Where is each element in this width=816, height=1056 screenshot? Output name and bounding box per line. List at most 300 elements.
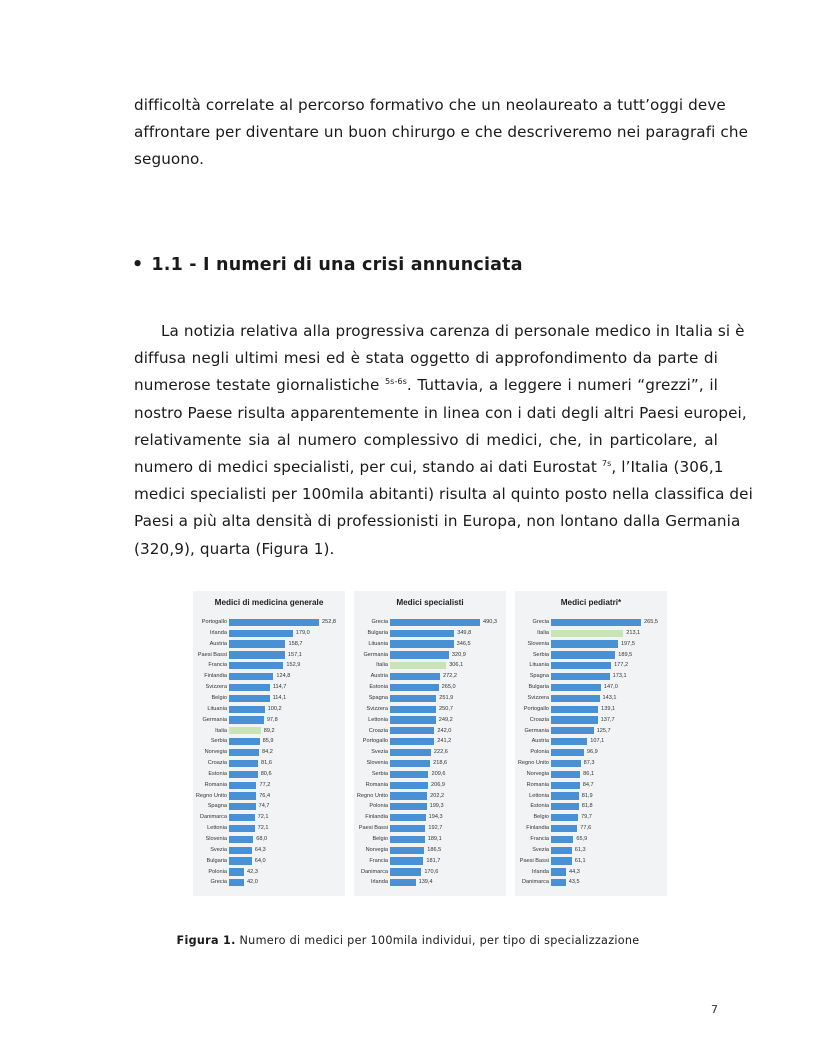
bar [551,771,580,778]
value-label: 81,6 [261,760,272,767]
body-line: diffusa negli ultimi mesi ed è stata oggetto di approfondimento da parte di [134,349,718,368]
bar [229,771,258,778]
value-label: 80,6 [260,770,272,777]
category-label: Bulgaria [367,629,388,636]
value-label: 84,2 [261,749,273,756]
text-run: numerose testate giornalistiche [134,376,385,395]
value-label: 42,3 [247,868,258,875]
bar [390,630,454,637]
chart-row [515,801,667,812]
category-label: Spagna [207,803,227,810]
bar [551,727,594,734]
bar [390,847,424,854]
chart-title: Medici di medicina generale [214,598,324,607]
bar [229,684,270,691]
body-line: nostro Paese risulta apparentemente in linea con i dati degli altri Paesi europei, [134,403,747,422]
value-label: 202,2 [430,792,445,799]
category-label: Germania [363,651,388,658]
bar [551,662,611,669]
chart-row [515,617,667,628]
bar [551,803,579,810]
chart-title: Medici specialisti [396,598,464,607]
chart-row [193,715,345,726]
chart-row [515,812,667,823]
chart-row [515,726,667,737]
category-label: Estonia [208,770,227,777]
bar [229,727,261,734]
category-label: Regno Unito [356,792,388,799]
value-label: 124,8 [276,673,291,680]
value-label: 85,9 [262,738,274,745]
chart-row [193,823,345,834]
value-label: 137,7 [600,716,615,723]
category-label: Romania [365,781,388,788]
bar [390,857,423,864]
chart-row [193,682,345,693]
value-label: 177,2 [614,662,629,669]
category-label: Portogallo [201,619,227,625]
chart-row [354,823,506,834]
category-label: Grecia [371,619,388,625]
chart-panel [515,591,667,896]
category-label: Francia [369,857,388,864]
value-label: 72,1 [257,825,269,832]
category-label: Belgio [211,694,227,701]
value-label: 64,3 [254,846,266,853]
bar [551,857,572,864]
bar [551,640,618,647]
chart-row [354,704,506,715]
category-label: Polonia [208,868,227,875]
value-label: 490,3 [483,619,497,625]
value-label: 84,7 [582,781,594,788]
bar [390,706,436,713]
bar [390,651,449,658]
bar [551,619,641,626]
category-label: Croazia [529,716,549,723]
value-label: 157,1 [287,651,302,658]
category-label: Regno Unito [195,792,227,799]
category-label: Polonia [369,803,388,810]
value-label: 81,8 [581,803,593,810]
bar [229,695,270,702]
chart-row [354,726,506,737]
chart-row [515,769,667,780]
chart-row [354,747,506,758]
chart-row [354,639,506,650]
chart-row [354,758,506,769]
category-label: Serbia [532,651,549,658]
category-label: Italia [537,629,549,636]
body-line: Paesi a più alta densità di professionisti in Europa, non lontano dalla Germania [134,512,741,531]
category-label: Bulgaria [206,857,227,864]
category-label: Spagna [529,673,549,680]
category-label: Svizzera [366,705,388,712]
chart-row [354,801,506,812]
category-label: Francia [530,836,549,842]
category-label: Svezia [532,846,549,853]
chart-row [354,812,506,823]
body-paragraph [134,318,753,563]
chart-row [515,791,667,802]
value-label: 249,2 [438,716,453,723]
bar [229,760,258,767]
chart-row [515,650,667,661]
value-label: 86,1 [583,770,595,777]
category-label: Danimarca [199,814,227,821]
intro-line: difficoltà correlate al percorso formativo che un neolaureato a tutt’oggi deve [134,96,726,114]
chart-row [515,715,667,726]
bar [390,879,416,886]
value-label: 147,0 [603,684,618,691]
chart-row [354,867,506,878]
chart-row [193,628,345,639]
category-label: Paesi Bassi [519,857,549,864]
bar [551,782,580,789]
chart-row [515,736,667,747]
category-label: Italia [376,662,388,669]
bar [229,749,259,756]
bar [229,857,252,864]
category-label: Paesi Bassi [358,825,388,832]
category-label: Slovenia [205,836,227,842]
value-label: 143,1 [602,694,617,701]
chart-row [354,715,506,726]
chart-row [193,693,345,704]
bar [551,792,579,799]
body-line: (320,9), quarta (Figura 1). [134,539,335,558]
value-label: 173,1 [612,673,627,680]
category-label: Lituania [207,705,227,712]
bar [229,662,283,669]
value-label: 87,3 [583,760,595,767]
bar [390,803,427,810]
value-label: 189,5 [618,651,633,658]
chart-row [193,791,345,802]
value-label: 65,9 [576,836,588,842]
intro-line: seguono. [134,150,205,169]
bar [551,847,572,854]
category-label: Estonia [530,803,549,810]
category-label: Italia [215,727,227,734]
category-label: Regno Unito [517,760,549,767]
chart-row [193,780,345,791]
chart-row [515,660,667,671]
bar [551,706,598,713]
value-label: 72,1 [257,814,269,821]
value-label: 197,5 [620,640,635,647]
value-label: 44,3 [569,868,580,875]
bar [551,879,566,886]
chart-row [193,660,345,671]
value-label: 61,1 [574,857,586,864]
body-line: La notizia relativa alla progressiva carenza di personale medico in Italia si è [161,322,745,340]
bar [229,640,285,647]
bar [551,684,601,691]
category-label: Austria [370,673,388,680]
bar [551,673,610,680]
bar [390,749,431,756]
bar [390,792,427,799]
text-run: , l’Italia (306,1 [611,458,724,477]
chart-row [193,769,345,780]
body-line: relativamente sia al numero complessivo di medici, che, in particolare, al [134,430,718,449]
bar [390,738,434,745]
category-label: Lettonia [368,716,388,723]
chart-row [515,704,667,715]
bar [229,847,252,854]
bar [390,760,430,767]
bar [390,771,428,778]
chart-row [193,639,345,650]
chart-row [354,769,506,780]
chart-row [193,617,345,628]
chart-panel [193,591,345,896]
bar [229,803,256,810]
chart-title: Medici pediatri* [560,598,622,607]
category-label: Portogallo [523,705,549,712]
category-label: Belgio [533,814,549,821]
bar [390,684,439,691]
category-label: Germania [202,716,227,723]
category-label: Norvegia [365,846,388,853]
value-label: 139,1 [601,705,616,712]
chart-row [193,801,345,812]
chart-row [193,856,345,867]
category-label: Belgio [372,836,388,842]
chart-row [354,834,506,845]
bar [390,814,426,821]
value-label: 61,3 [574,846,586,853]
citation-ref: 5s-6s [384,377,407,387]
value-label: 194,3 [428,814,443,821]
value-label: 265,0 [441,684,456,691]
bar [551,738,587,745]
category-label: Paesi Bassi [197,651,227,658]
value-label: 77,2 [259,781,271,788]
category-label: Svezia [371,749,388,756]
bar [229,619,319,626]
value-label: 218,6 [433,760,448,767]
value-label: 64,0 [254,857,266,864]
category-label: Serbia [371,770,388,777]
value-label: 125,7 [596,727,611,734]
category-label: Croazia [368,727,388,734]
category-label: Spagna [368,694,388,701]
bar [229,630,293,637]
chart-row [193,726,345,737]
category-label: Francia [208,662,227,669]
category-label: Svezia [210,846,227,853]
value-label: 181,7 [426,857,441,864]
bar [551,825,577,832]
value-label: 81,9 [581,792,593,799]
value-label: 192,7 [428,825,443,832]
value-label: 114,1 [272,694,287,701]
chart-row [354,780,506,791]
category-label: Danimarca [521,879,549,886]
chart-row [193,867,345,878]
chart-row [515,834,667,845]
section-heading [132,255,523,275]
bar [229,814,255,821]
chart-row [193,845,345,856]
bar [229,825,255,832]
chart-row [515,856,667,867]
bar [551,695,600,702]
bar [551,814,578,821]
bar [390,619,480,626]
chart-row [515,747,667,758]
value-label: 206,9 [430,781,445,788]
chart-row [354,617,506,628]
chart-row [515,628,667,639]
category-label: Serbia [210,738,227,745]
intro-line: affrontare per diventare un buon chirurgo e che descriveremo nei paragrafi che [134,123,749,142]
bar [551,836,573,843]
value-label: 252,8 [322,619,336,625]
text-run: . Tuttavia, a leggere i numeri “grezzi”, il [406,376,718,395]
category-label: Irlanda [209,629,227,636]
category-label: Germania [524,727,549,734]
category-label: Svizzera [527,694,549,701]
value-label: 346,5 [456,640,471,647]
bar [390,640,454,647]
chart-row [515,780,667,791]
category-label: Danimarca [360,868,388,875]
category-label: Grecia [210,879,227,886]
bar [390,673,440,680]
value-label: 43,5 [568,879,580,886]
bar [229,738,260,745]
category-label: Romania [526,781,549,788]
bar [390,836,425,843]
category-label: Finlandia [365,814,388,821]
caption-text: Numero di medici per 100mila individui, per tipo di specializzazione [235,934,640,947]
value-label: 76,4 [259,792,271,799]
value-label: 97,8 [266,716,278,723]
chart-row [193,747,345,758]
value-label: 170,6 [424,868,439,875]
value-label: 186,5 [427,846,442,853]
intro-paragraph [134,92,749,174]
chart-row [354,856,506,867]
chart-row [193,758,345,769]
category-label: Slovenia [527,640,549,647]
citation-ref: 7s [601,459,612,469]
category-label: Irlanda [531,868,549,875]
category-label: Polonia [530,749,549,756]
value-label: 199,3 [429,803,444,810]
category-label: Portogallo [362,738,388,745]
text-run: numero di medici specialisti, per cui, stando ai dati Eurostat [134,458,602,477]
chart-row [515,639,667,650]
value-label: 209,6 [431,770,446,777]
value-label: 89,2 [263,727,275,734]
value-label: 320,9 [451,651,466,658]
chart-row [354,791,506,802]
value-label: 179,0 [295,629,310,636]
value-label: 251,9 [439,694,454,701]
chart-row [354,671,506,682]
bar [390,695,436,702]
chart-row [515,671,667,682]
value-label: 222,6 [433,749,448,756]
bar [229,879,244,886]
category-label: Grecia [532,619,549,625]
value-label: 250,7 [439,705,454,712]
body-line [134,372,718,399]
section-title: 1.1 - I numeri di una crisi annunciata [151,255,523,275]
value-label: 114,7 [272,684,287,691]
value-label: 68,0 [256,836,268,842]
category-label: Norvegia [204,749,227,756]
value-label: 107,1 [590,738,605,745]
bar [229,868,244,875]
chart-row [354,660,506,671]
chart-row [354,650,506,661]
chart-row [193,812,345,823]
category-label: Norvegia [526,770,549,777]
bar [551,716,598,723]
bar [390,662,446,669]
bar [229,651,285,658]
value-label: 77,6 [580,825,592,832]
value-label: 139,4 [418,879,433,886]
value-label: 158,7 [288,640,303,647]
body-line: medici specialisti per 100mila abitanti) risulta al quinto posto nella classifica dei [134,485,753,504]
category-label: Bulgaria [528,684,549,691]
bar [229,706,265,713]
chart-row [354,736,506,747]
chart-row [515,877,667,888]
bullet-icon: • [132,255,144,275]
value-label: 272,2 [442,673,457,680]
bar [551,749,584,756]
bar [229,673,273,680]
bar [229,716,264,723]
chart-row [193,650,345,661]
bar [390,868,421,875]
bar [551,868,566,875]
category-label: Finlandia [204,673,227,680]
bar [551,651,615,658]
chart-row [515,682,667,693]
category-label: Lettonia [529,792,549,799]
value-label: 79,7 [581,814,592,821]
value-label: 96,9 [586,749,598,756]
bar [229,782,256,789]
category-label: Romania [204,781,227,788]
category-label: Lituania [529,662,549,669]
category-label: Slovenia [366,760,388,767]
value-label: 241,2 [437,738,452,745]
chart-row [193,736,345,747]
chart-row [515,867,667,878]
value-label: 74,7 [258,803,270,810]
bar [390,716,436,723]
category-label: Estonia [369,684,388,691]
chart-row [354,682,506,693]
chart-row [193,834,345,845]
bar [390,782,428,789]
bar [551,760,581,767]
chart-row [354,877,506,888]
category-label: Croazia [207,760,227,767]
bar [390,727,434,734]
value-label: 42,0 [246,879,258,886]
caption-label: Figura 1. [176,934,236,947]
